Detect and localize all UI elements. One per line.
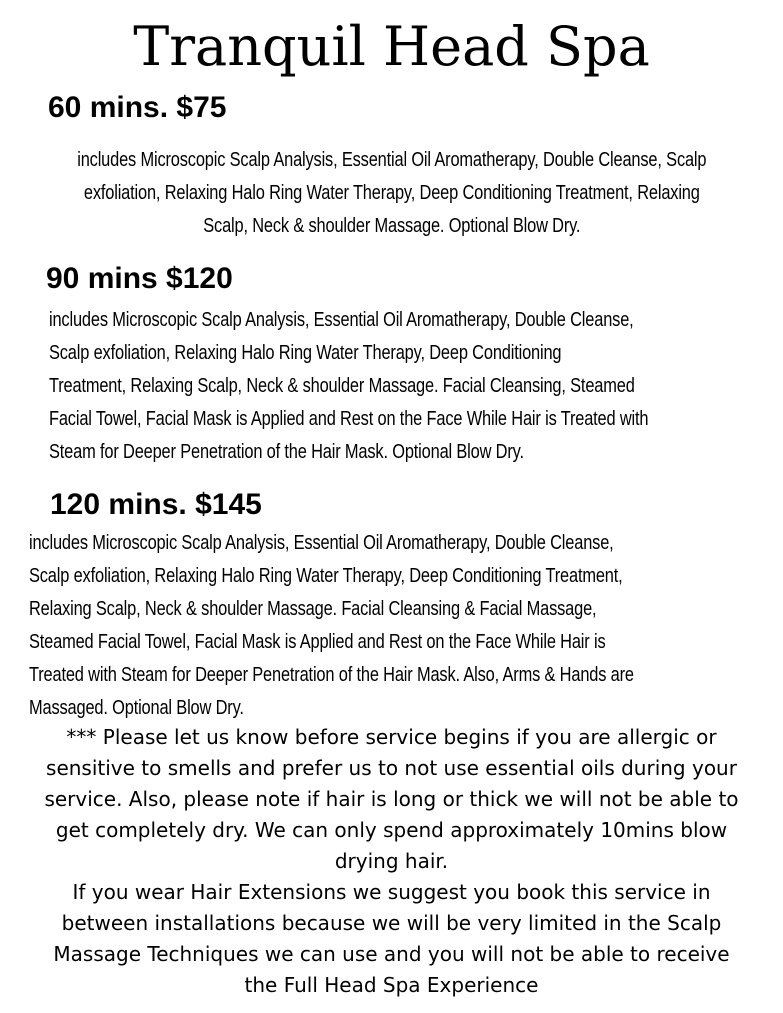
service-description-120 (29, 527, 634, 725)
description-line: Facial Towel, Facial Mask is Applied and Rest on the Face While Hair is Treated with (49, 408, 649, 430)
note-line: get completely dry. We can only spend approximately 10mins blow (55, 818, 728, 842)
service-heading-90: 90 mins $120 (46, 262, 233, 295)
note-line: sensitive to smells and prefer us to not use essential oils during your (46, 756, 737, 780)
note-line: If you wear Hair Extensions we suggest you book this service in (72, 880, 711, 904)
note-line: drying hair. (334, 849, 449, 873)
description-line: Scalp exfoliation, Relaxing Halo Ring Water Therapy, Deep Conditioning (49, 342, 562, 364)
description-line: Scalp, Neck & shoulder Massage. Optional Blow Dry. (203, 215, 581, 237)
description-line: Scalp exfoliation, Relaxing Halo Ring Water Therapy, Deep Conditioning Treatment, (29, 565, 623, 587)
page-title: Tranquil Head Spa (133, 15, 650, 78)
description-line: Relaxing Scalp, Neck & shoulder Massage. Facial Cleansing & Facial Massage, (29, 598, 597, 620)
note-line: the Full Head Spa Experience (244, 973, 539, 997)
service-description-60 (31, 144, 753, 243)
description-line: Treated with Steam for Deeper Penetration of the Hair Mask. Also, Arms & Hands are (29, 664, 634, 686)
note-line: Massage Techniques we can use and you will not be able to receive (53, 942, 730, 966)
description-line: Steamed Facial Towel, Facial Mask is Applied and Rest on the Face While Hair is (29, 631, 606, 653)
description-line: includes Microscopic Scalp Analysis, Essential Oil Aromatherapy, Double Cleanse, (29, 532, 614, 554)
description-line: includes Microscopic Scalp Analysis, Essential Oil Aromatherapy, Double Cleanse, Scalp (77, 149, 707, 171)
description-line: Treatment, Relaxing Scalp, Neck & shoulder Massage. Facial Cleansing, Steamed (49, 375, 635, 397)
note-line: between installations because we will be very limited in the Scalp (61, 911, 722, 935)
service-description-90 (49, 304, 648, 469)
note-line: service. Also, please note if hair is long or thick we will not be able to (44, 787, 739, 811)
description-line: Steam for Deeper Penetration of the Hair Mask. Optional Blow Dry. (49, 441, 524, 463)
description-line: exfoliation, Relaxing Halo Ring Water Therapy, Deep Conditioning Treatment, Relaxing (83, 182, 700, 204)
description-line: Massaged. Optional Blow Dry. (29, 697, 244, 719)
service-heading-120: 120 mins. $145 (50, 488, 262, 521)
description-line: includes Microscopic Scalp Analysis, Essential Oil Aromatherapy, Double Cleanse, (49, 309, 634, 331)
service-heading-60: 60 mins. $75 (48, 91, 227, 124)
service-notes (0, 722, 783, 1001)
note-line: *** Please let us know before service begins if you are allergic or (66, 725, 717, 749)
